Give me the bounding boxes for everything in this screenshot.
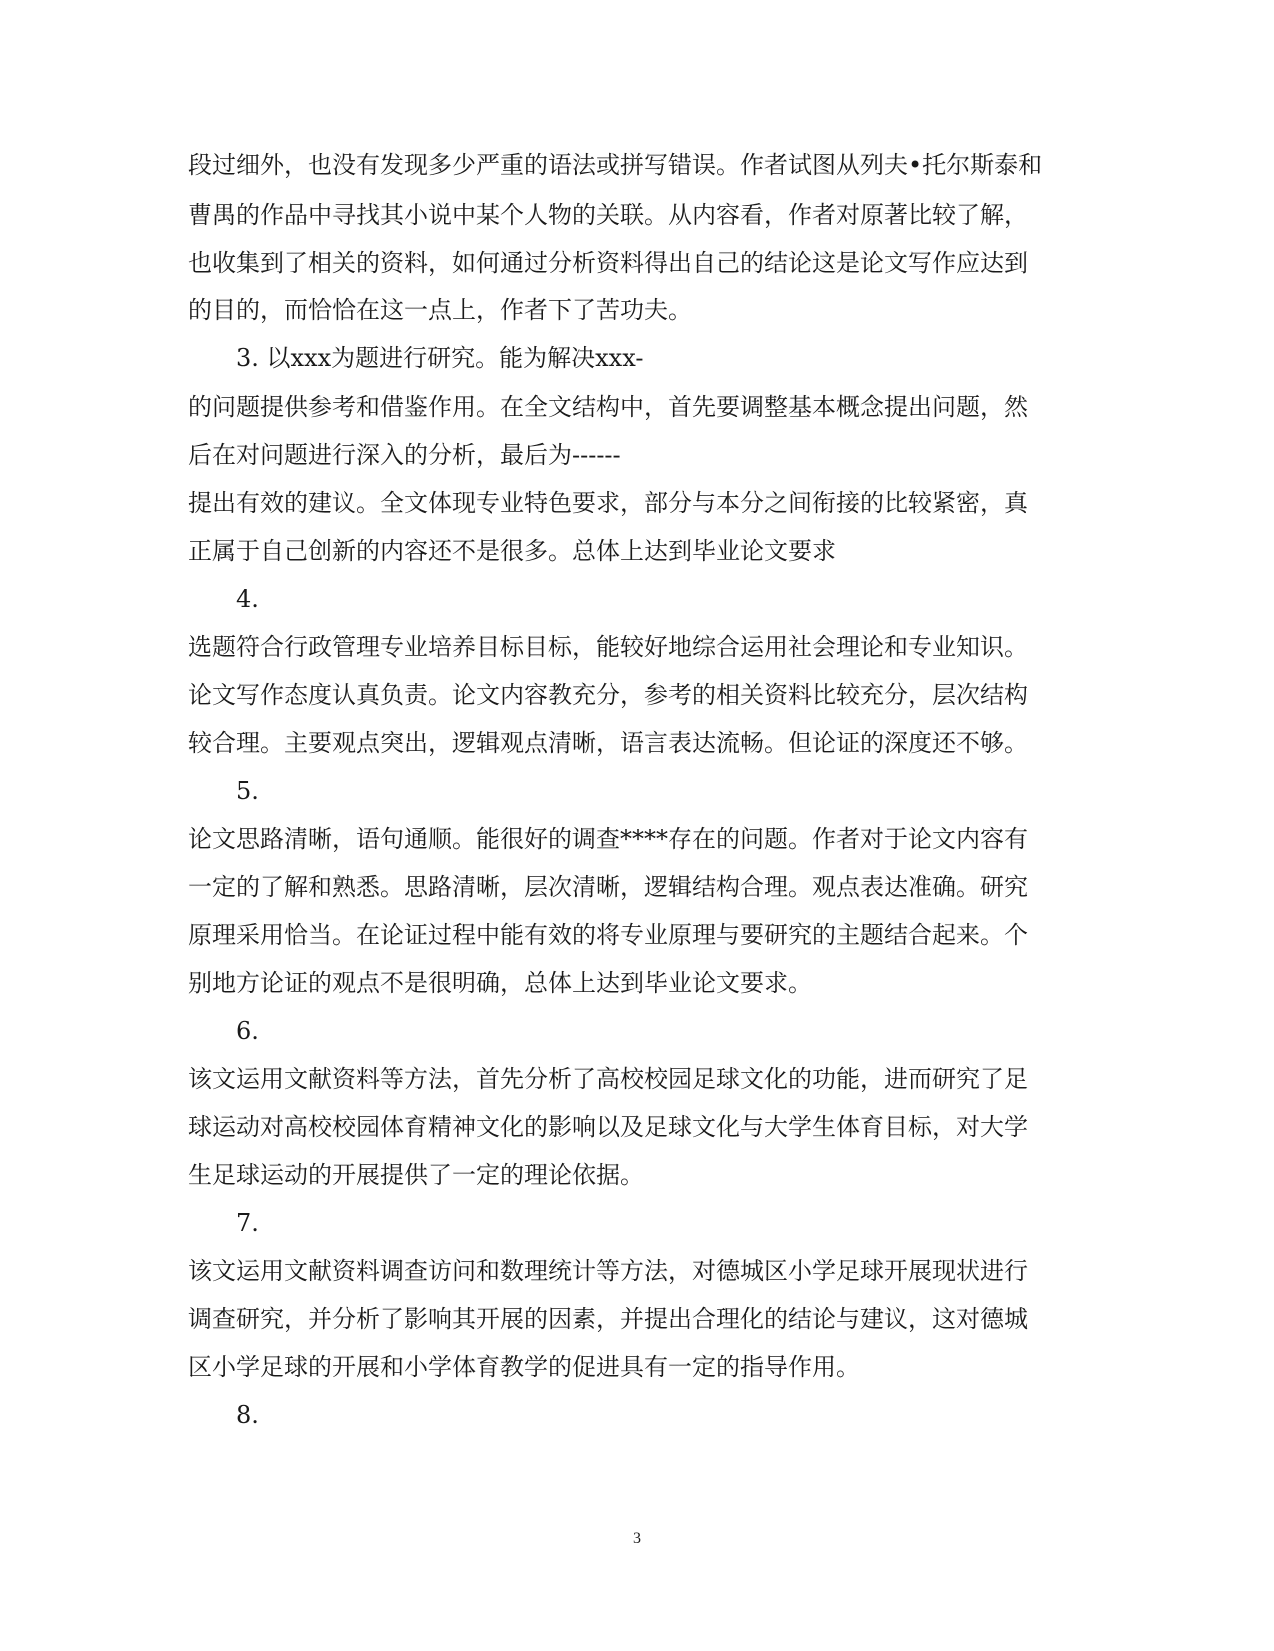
text-line: 生足球运动的开展提供了一定的理论依据。 (188, 1161, 644, 1189)
text-line: 论文思路清晰，语句通顺。能很好的调查****存在的问题。作者对于论文内容有 (188, 825, 1028, 853)
item-number-5: 5. (236, 777, 259, 805)
item-number-4: 4. (236, 585, 259, 613)
text-line: 球运动对高校校园体育精神文化的影响以及足球文化与大学生体育目标，对大学 (188, 1113, 1028, 1141)
text-line: 该文运用文献资料等方法，首先分析了高校校园足球文化的功能，进而研究了足 (188, 1065, 1028, 1093)
text-line: 别地方论证的观点不是很明确，总体上达到毕业论文要求。 (188, 969, 812, 997)
text-line: 也收集到了相关的资料，如何通过分析资料得出自己的结论这是论文写作应达到 (188, 249, 1028, 277)
text-line: 论文写作态度认真负责。论文内容教充分，参考的相关资料比较充分，层次结构 (188, 681, 1028, 709)
text-line: 曹禺的作品中寻找其小说中某个人物的关联。从内容看，作者对原著比较了解， (188, 201, 1028, 229)
text-line: 原理采用恰当。在论证过程中能有效的将专业原理与要研究的主题结合起来。个 (188, 921, 1028, 949)
text-line: 一定的了解和熟悉。思路清晰，层次清晰，逻辑结构合理。观点表达准确。研究 (188, 873, 1028, 901)
text-line: 选题符合行政管理专业培养目标目标，能较好地综合运用社会理论和专业知识。 (188, 633, 1028, 661)
text-line: 提出有效的建议。全文体现专业特色要求，部分与本分之间衔接的比较紧密，真 (188, 489, 1028, 517)
item-number-7: 7. (236, 1209, 259, 1237)
page-number: 3 (633, 1530, 641, 1547)
text-line: 段过细外，也没有发现多少严重的语法或拼写错误。作者试图从列夫•托尔斯泰和 (188, 151, 1043, 179)
text-line: 该文运用文献资料调查访问和数理统计等方法，对德城区小学足球开展现状进行 (188, 1257, 1028, 1285)
text-line: 的目的，而恰恰在这一点上，作者下了苦功夫。 (188, 296, 692, 324)
text-line: 后在对问题进行深入的分析，最后为------ (188, 441, 621, 469)
text-line: 的问题提供参考和借鉴作用。在全文结构中，首先要调整基本概念提出问题，然 (188, 393, 1028, 421)
item-number-8: 8. (236, 1401, 259, 1429)
item-number-6: 6. (236, 1017, 259, 1045)
text-line: 正属于自己创新的内容还不是很多。总体上达到毕业论文要求 (188, 537, 836, 565)
text-line: 调查研究，并分析了影响其开展的因素，并提出合理化的结论与建议，这对德城 (188, 1305, 1028, 1333)
text-line: 区小学足球的开展和小学体育教学的促进具有一定的指导作用。 (188, 1353, 860, 1381)
item-number-3: 3. 以xxx为题进行研究。能为解决xxx- (236, 344, 644, 372)
text-line: 较合理。主要观点突出，逻辑观点清晰，语言表达流畅。但论证的深度还不够。 (188, 729, 1028, 757)
